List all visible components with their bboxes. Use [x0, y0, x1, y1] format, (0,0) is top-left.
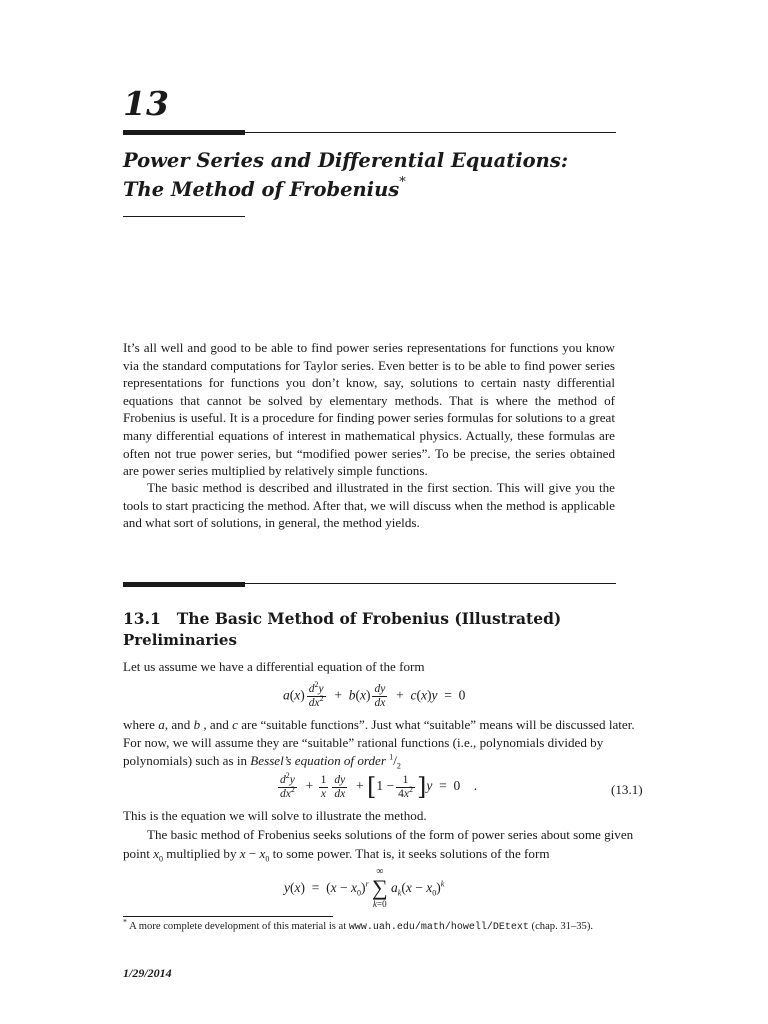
general-ode-equation: a(x) $\frac{d^2y}{dx^2}$ + b(x) $\frac{dy}{dx}$ + c(x)y = 0 — [283, 680, 466, 709]
where-line: where a, and b , and c are “suitable functions”. Just what “suitable” means will be discussed later. — [123, 717, 635, 732]
page-date: 1/29/2014 — [123, 966, 172, 980]
frobenius-series-equation: $y(x) = (x - x_0)^r$ ∞ ∑ k=0 $a_k(x - x_0)^k$ — [284, 866, 445, 909]
title-underline — [123, 216, 245, 217]
section-heading — [123, 608, 561, 630]
footnote-url[interactable]: www.uah.edu/math/howell/DEtext — [348, 922, 529, 933]
footnote-rule — [123, 916, 333, 917]
chapter-number: 13 — [123, 84, 169, 123]
chapter-rule-thin — [245, 132, 616, 133]
footnote: * A more complete development of this material is at www.uah.edu/math/howell/DEtext (chap. 31–35). — [123, 917, 594, 933]
after-equation-line: This is the equation we will solve to illustrate the method. — [123, 808, 427, 823]
intro-paragraph-1: It’s all well and good to be able to find power series representations for functions you know via the standard computations for Taylor series. Even better is to be able to find power series representations for functions you don’t know, say, solutions to certain nasty differential equations that cannot be solved by elementary methods. That is where the method of Frobenius is useful. It is a procedure for finding power series formulas for solutions to a great many differential equations of interest in mathematical physics. Actually, these formulas are often not true power series, but “modified power series”. To be precise, the series obtained are power series multiplied by relatively simple functions. — [123, 340, 615, 479]
equation-number: (13.1) — [611, 782, 643, 797]
chapter-title — [123, 146, 643, 204]
chapter-rule-thick — [123, 130, 245, 135]
section-line-1: Let us assume we have a differential equation of the form — [123, 659, 425, 674]
frobenius-line-1: The basic method of Frobenius seeks solutions of the form of power series about some given — [147, 827, 634, 842]
subsection-heading: Preliminaries — [123, 631, 237, 649]
section-rule-thin — [245, 583, 616, 584]
section-rule-thick — [123, 582, 245, 587]
bessel-equation: $\frac{d^2y}{dx^2}$ + $\frac{1}{x}$ $\frac{dy}{dx}$ + [1 − $\frac{1}{4x^2}$ ]y = 0 . — [280, 770, 478, 801]
chapter-title-line1: Power Series and Differential Equations: — [123, 149, 569, 172]
section-line-3: polynomials) such as in Bessel’s equation of order $^1/_2$ — [123, 752, 401, 771]
chapter-title-footnote-mark: * — [399, 174, 406, 190]
intro-paragraph-2: The basic method is described and illustrated in the first section. This will give you the tools to start practicing the method. After that, we will discuss when the method is applicable and what sort of solutions, in general, the method yields. — [123, 480, 615, 531]
frobenius-line-2: point $x_0$ multiplied by $x - x_0$ to some power. That is, it seeks solutions of the form — [123, 846, 550, 864]
chapter-title-line2: The Method of Frobenius — [123, 178, 400, 201]
section-title: The Basic Method of Frobenius (Illustrated) — [176, 609, 562, 628]
section-number: 13.1 — [123, 609, 161, 628]
section-line-2: For now, we will assume they are “suitable” rational functions (i.e., polynomials divided by — [123, 735, 604, 750]
